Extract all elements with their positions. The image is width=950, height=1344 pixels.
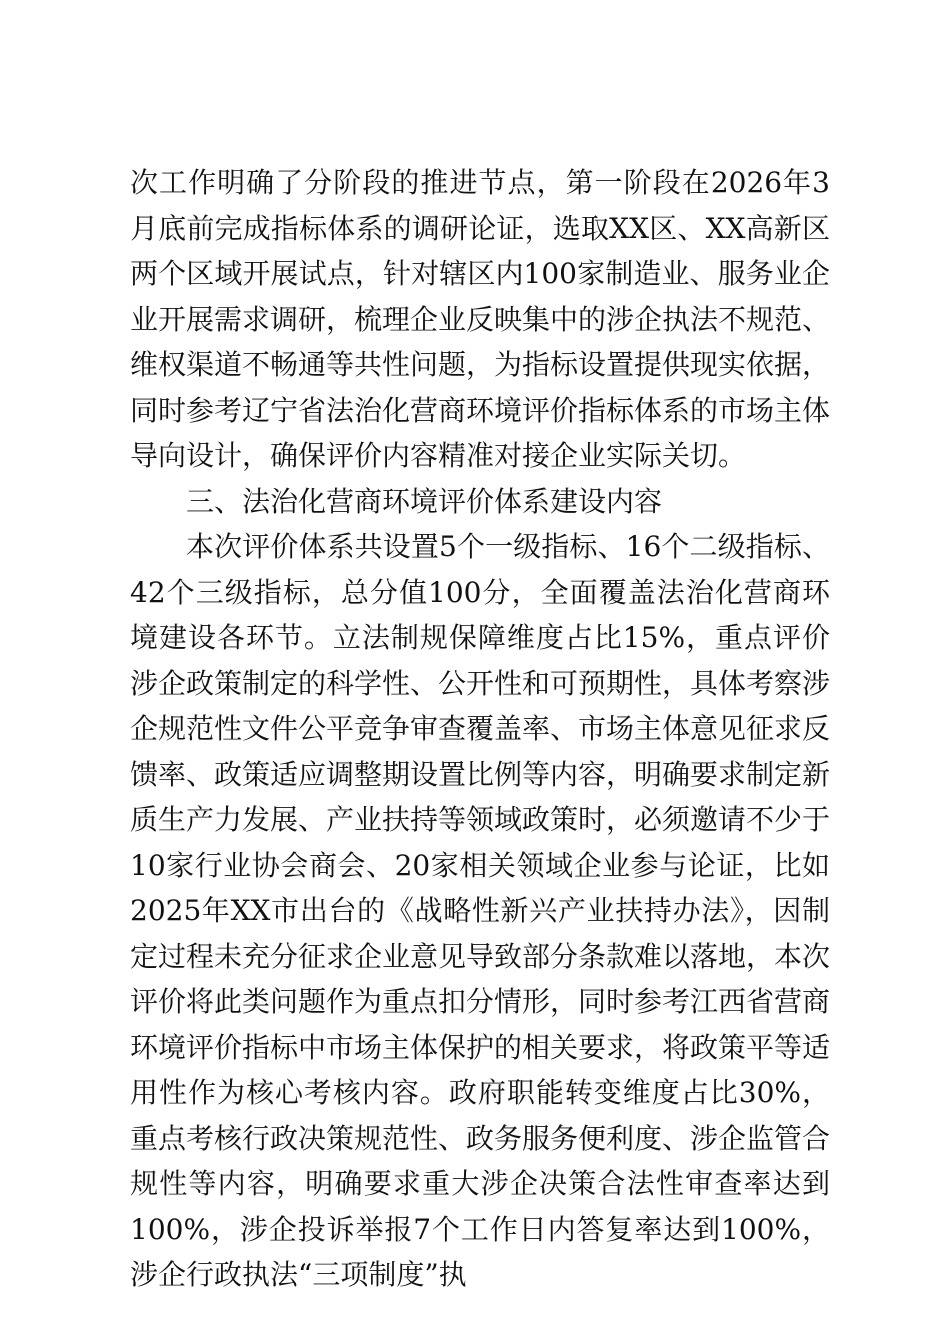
document-body xyxy=(130,160,830,1298)
section-heading: 三、法治化营商环境评价体系建设内容 xyxy=(186,484,663,518)
paragraph-continuation: 次工作明确了分阶段的推进节点，第一阶段在2026年3月底前完成指标体系的调研论证，选取XX区、XX高新区两个区域开展试点，针对辖区内100家制造业、服务业企业开展需求调研，梳理企业反映集中的涉企执法不规范、维权渠道不畅通等共性问题，为指标设置提供现实依据，同时参考辽宁省法治化营商环境评价指标体系的市场主体导向设计，确保评价内容精准对接企业实际关切。 xyxy=(130,166,831,472)
paragraph-body: 本次评价体系共设置5个一级指标、16个二级指标、42个三级指标，总分值100分，全面覆盖法治化营商环境建设各环节。立法制规保障维度占比15%，重点评价涉企政策制定的科学性、公开性和可预期性，具体考察涉企规范性文件公平竞争审查覆盖率、市场主体意见征求反馈率、政策适应调整期设置比例等内容，明确要求制定新质生产力发展、产业扶持等领域政策时，必须邀请不少于10家行业协会商会、20家相关领域企业参与论证，比如2025年XX市出台的《战略性新兴产业扶持办法》，因制定过程未充分征求企业意见导致部分条款难以落地，本次评价将此类问题作为重点扣分情形，同时参考江西省营商环境评价指标中市场主体保护的相关要求，将政策平等适用性作为核心考核内容。政府职能转变维度占比30%，重点考核行政决策规范性、政务服务便利度、涉企监管合规性等内容，明确要求重大涉企决策合法性审查率达到100%，涉企投诉举报7个工作日内答复率达到100%，涉企行政执法“三项制度”执 xyxy=(130,530,831,1291)
